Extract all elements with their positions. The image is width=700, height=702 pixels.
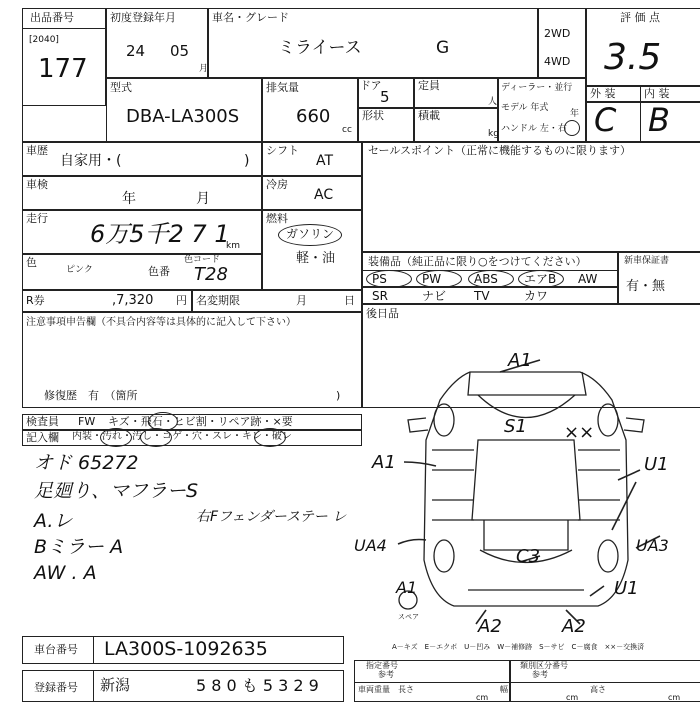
shift-value: AT bbox=[316, 153, 334, 169]
type-value: DBA-LA300S bbox=[126, 106, 240, 127]
handle-label: ハンドル 左・右 bbox=[501, 124, 567, 134]
shape-label: 形状 bbox=[362, 109, 384, 122]
sales-point-label: セールスポイント（正常に機能するものに限ります） bbox=[368, 144, 632, 157]
reg-month: 05 bbox=[170, 42, 190, 60]
usage-box bbox=[22, 142, 262, 176]
equipment-item: AW bbox=[578, 272, 598, 286]
fuel-gas: ガソリン bbox=[286, 227, 335, 241]
shaken-label: 車検 bbox=[26, 178, 48, 191]
plate-number: 5 8 0 も 5 3 2 9 bbox=[196, 676, 319, 695]
designated-label: 指定番号 bbox=[366, 661, 398, 670]
recycle-value: ,7,320 bbox=[112, 293, 154, 308]
shaken-month: 月 bbox=[196, 191, 210, 207]
score-label: 評 価 点 bbox=[620, 11, 660, 24]
height-label: 高さ bbox=[590, 685, 606, 694]
color-no-label: 色番 bbox=[148, 265, 170, 278]
interior-label: 内 装 bbox=[644, 87, 670, 100]
mark-u1-bottom: U1 bbox=[614, 578, 639, 599]
defect-circle-wear bbox=[254, 428, 286, 447]
exterior-grade: C bbox=[594, 101, 617, 139]
equipment-item: ナビ bbox=[422, 289, 447, 303]
warranty-label: 新車保証書 bbox=[624, 256, 670, 266]
usage-label: 車歴 bbox=[26, 144, 48, 157]
length-label: 長さ bbox=[398, 685, 414, 694]
first-reg-label: 初度登録年月 bbox=[110, 11, 176, 24]
model-label: 車名・グレード bbox=[212, 11, 289, 24]
checker-label: 検査員 bbox=[26, 415, 59, 428]
fuel-light: 軽・油 bbox=[296, 251, 336, 266]
mark-c3: C3 bbox=[516, 546, 541, 567]
mark-ua3: UA3 bbox=[636, 536, 669, 555]
displacement-label: 排気量 bbox=[266, 81, 299, 94]
mileage-label: 走行 bbox=[26, 212, 48, 225]
exterior-label: 外 装 bbox=[590, 87, 616, 100]
equipment-label: 装備品（純正品に限り○をつけてください） bbox=[368, 255, 587, 268]
usage-close: ) bbox=[244, 153, 250, 169]
cm-unit-3: cm bbox=[668, 693, 681, 702]
equipment-circle bbox=[366, 270, 412, 288]
ac-value: AC bbox=[314, 187, 334, 203]
equipment-item: ABS bbox=[474, 272, 498, 286]
drive-2wd: 2WD bbox=[544, 27, 571, 40]
handwritten-note: AW . A bbox=[34, 562, 97, 584]
mark-a2-right: A2 bbox=[562, 616, 586, 637]
grade-divider bbox=[640, 86, 641, 142]
displacement-value: 660 bbox=[296, 106, 331, 127]
recycle-label: R券 bbox=[26, 294, 45, 307]
chassis-label: 車台番号 bbox=[34, 643, 78, 656]
defect-circle-dirty bbox=[100, 428, 132, 447]
chassis-value: LA300S-1092635 bbox=[104, 638, 268, 660]
usage-value: 自家用・( bbox=[60, 153, 122, 169]
score-value: 3.5 bbox=[604, 37, 662, 78]
weight-label: 車両重量 bbox=[358, 685, 390, 694]
back-seat-label: 後日品 bbox=[366, 307, 399, 320]
kg-unit: kg bbox=[488, 129, 499, 139]
handwritten-note: オド 65272 bbox=[34, 452, 139, 474]
name-change-month: 月 bbox=[296, 294, 307, 307]
load-label: 積載 bbox=[418, 109, 440, 122]
reg-year: 24 bbox=[126, 42, 146, 60]
spare-label: スペア bbox=[398, 613, 419, 621]
shaken-year: 年 bbox=[122, 191, 136, 207]
equipment-item: PS bbox=[372, 272, 387, 286]
equipment-circle bbox=[518, 270, 564, 288]
color-value: ピンク bbox=[66, 265, 93, 275]
repair-label: 修復歴 有 （箇所 bbox=[44, 389, 138, 402]
shaken-box bbox=[22, 176, 262, 210]
equipment-item: カワ bbox=[524, 289, 549, 303]
name-change-day: 日 bbox=[344, 294, 355, 307]
person-unit: 人 bbox=[488, 97, 498, 107]
lot-code: [2040] bbox=[29, 35, 59, 45]
handwritten-note: Bミラー A bbox=[34, 536, 124, 558]
year-unit: 年 bbox=[570, 109, 580, 119]
plate-label: 登録番号 bbox=[34, 681, 78, 694]
mark-a1-bottom: A1 bbox=[396, 578, 418, 597]
model-name: ミライース bbox=[278, 38, 362, 58]
color-label: 色 bbox=[26, 256, 37, 269]
entry-label: 記入欄 bbox=[26, 431, 59, 444]
doors-label: ドア bbox=[360, 79, 382, 92]
similar-ref: 参考 bbox=[532, 670, 548, 679]
lot-number: 177 bbox=[38, 54, 88, 84]
name-change-label: 名変期限 bbox=[196, 294, 240, 307]
model-year-label: モデル 年式 bbox=[501, 103, 549, 113]
shift-label: シフト bbox=[266, 144, 299, 157]
drive-4wd: 4WD bbox=[544, 55, 571, 68]
mark-xx: ×× bbox=[564, 422, 595, 443]
handwritten-note: A.レ bbox=[34, 510, 73, 532]
grade: G bbox=[436, 38, 450, 58]
color-code-label: 色コード bbox=[184, 255, 221, 265]
warranty-value: 有・無 bbox=[626, 279, 666, 294]
dealer-label: ディーラー・並行 bbox=[501, 83, 573, 93]
cm-unit-2: cm bbox=[566, 693, 579, 702]
defect-circle-stain bbox=[140, 428, 172, 447]
equipment-item: エアB bbox=[524, 272, 557, 286]
equipment-item: SR bbox=[372, 289, 388, 303]
sales-point-box bbox=[362, 142, 700, 252]
plate-region: 新潟 bbox=[100, 676, 131, 694]
lot-number-label: 出品番号 bbox=[30, 11, 74, 24]
mark-ua4: UA4 bbox=[354, 536, 387, 555]
notes-label: 注意事項申告欄（不具合内容等は具体的に記入して下さい） bbox=[26, 317, 296, 328]
equipment-circle bbox=[416, 270, 462, 288]
cm-unit-1: cm bbox=[476, 693, 489, 702]
similar-label: 類別区分番号 bbox=[520, 661, 568, 670]
equipment-item: PW bbox=[422, 272, 442, 286]
cc-unit: cc bbox=[342, 125, 352, 135]
equipment-item: TV bbox=[474, 289, 490, 303]
km-unit: km bbox=[226, 241, 240, 251]
width-label: 幅 bbox=[500, 685, 508, 694]
handle-right-circle bbox=[564, 120, 580, 136]
mark-a1-left: A1 bbox=[372, 452, 396, 473]
type-label: 型式 bbox=[110, 81, 132, 94]
handwritten-note: 足廻り、マフラーS bbox=[34, 480, 199, 502]
mileage-value: 6万5千2 7 1 bbox=[90, 220, 230, 248]
recycle-box bbox=[22, 290, 192, 312]
mark-a1-top: A1 bbox=[508, 350, 532, 371]
yen-unit: 円 bbox=[176, 294, 187, 307]
defects-row1: キズ・飛石・ヒビ割・リペア跡・×要 bbox=[108, 415, 293, 428]
repair-close: ) bbox=[336, 389, 341, 402]
doors-value: 5 bbox=[380, 88, 390, 106]
mark-a2-left: A2 bbox=[478, 616, 502, 637]
defects-row2: 内装・汚れ・汚し・コゲ・穴・スレ・キレ・破レ bbox=[72, 431, 292, 442]
checker-value: FW bbox=[78, 415, 96, 428]
mid-note: 右Fフェンダーステー レ bbox=[196, 509, 347, 525]
damage-legend: A－キズ E－エクボ U－凹み W－補修跡 S－サビ C－腐食 ××－交換済 bbox=[392, 643, 645, 651]
color-code: T28 bbox=[194, 264, 228, 285]
interior-grade: B bbox=[648, 101, 670, 139]
designated-ref: 参考 bbox=[378, 670, 394, 679]
lot-label-divider bbox=[22, 28, 106, 29]
equipment-circle bbox=[468, 270, 514, 288]
mark-u1-right: U1 bbox=[644, 454, 669, 475]
ac-label: 冷房 bbox=[266, 178, 288, 191]
mark-s1: S1 bbox=[504, 416, 527, 437]
capacity-label: 定員 bbox=[418, 79, 440, 92]
equipment-grid-row2 bbox=[362, 287, 618, 304]
fuel-label: 燃料 bbox=[266, 212, 288, 225]
month-suffix: 月 bbox=[199, 64, 209, 74]
